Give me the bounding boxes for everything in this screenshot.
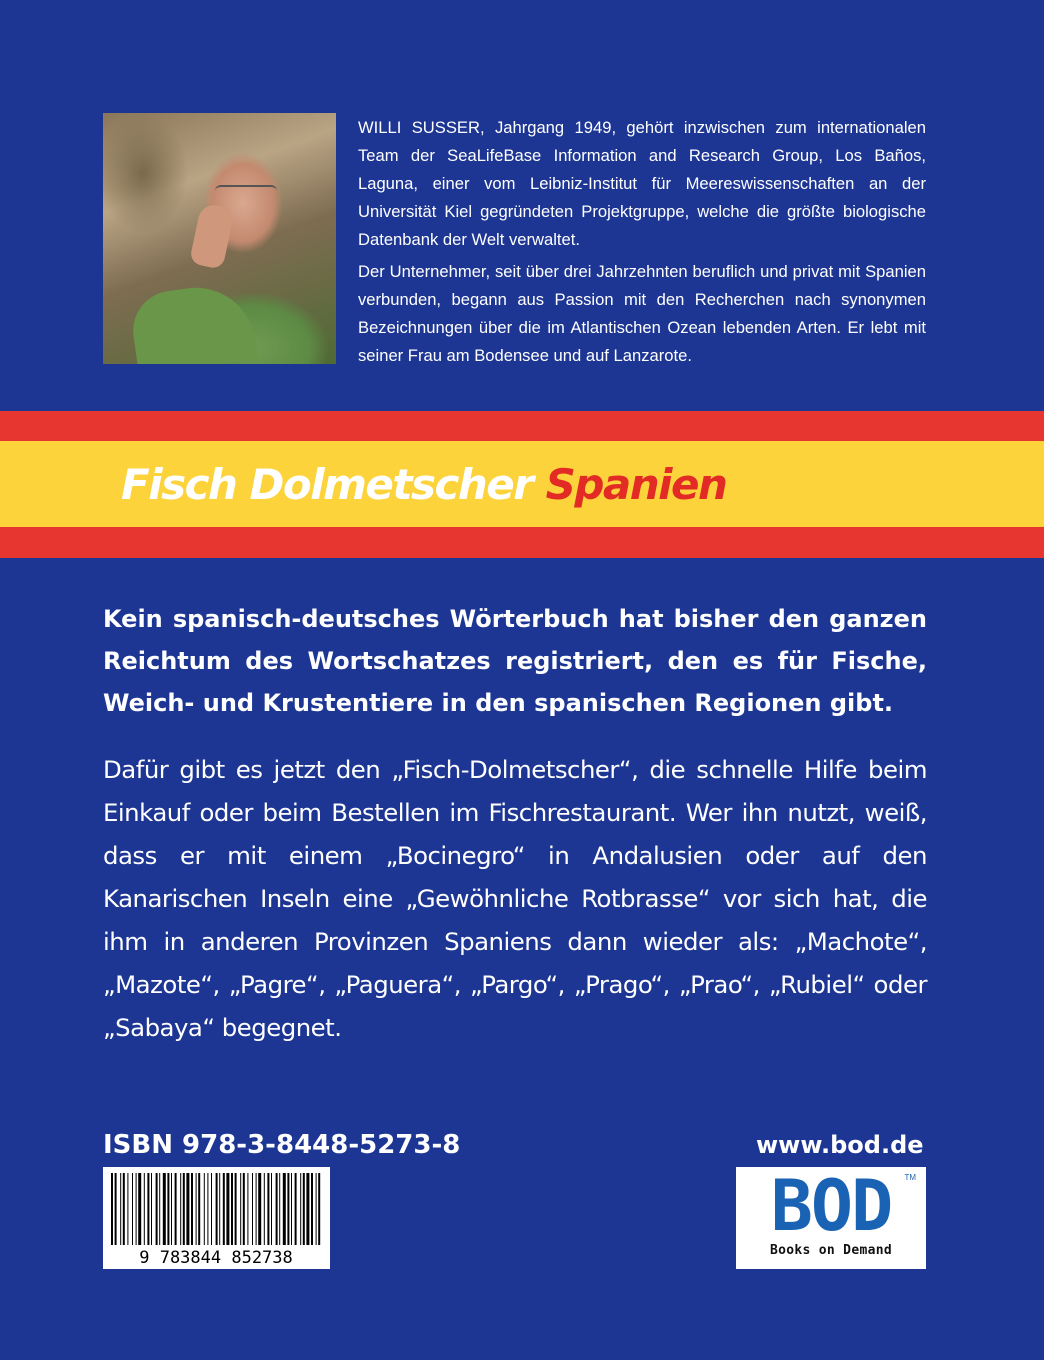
barcode-bar	[287, 1173, 289, 1245]
barcode-bar	[240, 1173, 241, 1245]
blurb-body: Dafür gibt es jetzt den „Fisch-Dolmetscher“, die schnelle Hilfe beim Einkauf oder beim Bestellen im Fischrestaurant. Wer ihn nutzt, weiß, dass er mit einem „Bocinegro“ in Andalusien oder auf den Kanarischen Inseln eine „Gewöhnliche Rotbrasse“ vor sich hat, die ihm in anderen Provinzen Spaniens dann wieder als: „Machote“, „Mazote“, „Pagre“, „Paguera“, „Pargo“, „Prago“, „Prao“, „Rubiel“ oder „Sabaya“ begegnet.	[103, 755, 927, 1042]
barcode-bar	[167, 1173, 169, 1245]
barcode-bar	[156, 1173, 158, 1245]
barcode-bar	[267, 1173, 269, 1245]
barcode-bar	[283, 1173, 286, 1245]
barcode-bar	[186, 1173, 189, 1245]
barcode-bar	[216, 1173, 218, 1245]
barcode-bar	[115, 1173, 117, 1245]
barcode-bar	[144, 1173, 145, 1245]
barcode-bar	[120, 1173, 121, 1245]
bio-paragraph-2: Der Unternehmer, seit über drei Jahrzehnten beruflich und privat mit Spanien verbunden, begann aus Passion mit den Recherchen nach synonymen Bezeichnungen über die im Atlantischen Ozean lebenden Arten. Er lebt mit seiner Frau am Bodensee und auf Lanzarote.	[358, 262, 926, 365]
book-title-accent: Spanien	[545, 460, 727, 509]
barcode-bar	[196, 1173, 197, 1245]
barcode-bar	[171, 1173, 172, 1245]
barcode-bar	[127, 1173, 128, 1245]
barcode-bar	[271, 1173, 272, 1245]
barcode-bar	[136, 1173, 137, 1245]
book-title	[121, 457, 726, 513]
barcode-bar	[276, 1173, 278, 1245]
barcode-bar	[219, 1173, 220, 1245]
flag-stripe-red-top	[0, 411, 1044, 441]
logo-letters: BOD	[770, 1165, 892, 1247]
barcode-bar	[207, 1173, 208, 1245]
barcode-bar	[183, 1173, 185, 1245]
barcode-bar	[111, 1173, 113, 1245]
barcode-bar	[159, 1173, 160, 1245]
barcode-bar	[226, 1173, 229, 1245]
barcode-icon	[103, 1167, 330, 1269]
barcode-bar	[231, 1173, 233, 1245]
barcode-bar	[211, 1173, 212, 1245]
barcode-bar	[252, 1173, 253, 1245]
barcode-bar	[247, 1173, 248, 1245]
publisher-logo	[736, 1167, 926, 1269]
bio-paragraph-1: WILLI SUSSER, Jahrgang 1949, gehört inzwischen zum internationalen Team der SeaLifeBase Information and Research Group, Los Baños, Laguna, einer vom Leibniz-Institut für Meereswissenschaften an der Universität Kiel gegründeten Projektgruppe, welche die größte biologische Datenbank der Welt verwaltet.	[358, 118, 926, 249]
barcode-bar	[318, 1173, 320, 1245]
logo-trademark: TM	[904, 1173, 916, 1182]
photo-arm-shape	[128, 280, 258, 364]
barcode-bar	[235, 1173, 237, 1245]
photo-glasses-shape	[215, 185, 277, 201]
barcode-bar	[132, 1173, 133, 1245]
barcode-bar	[223, 1173, 225, 1245]
barcode-bar	[243, 1173, 245, 1245]
barcode-bar	[123, 1173, 125, 1245]
barcode-bar	[311, 1173, 313, 1245]
blurb-lead: Kein spanisch-deutsches Wörterbuch hat bisher den ganzen Reichtum des Wortschatzes registriert, den es für Fische, Weich- und Krustentiere in den spanischen Regionen gibt.	[103, 605, 927, 717]
photo-hand-shape	[189, 202, 235, 270]
barcode-bar	[191, 1173, 193, 1245]
barcode-bar	[279, 1173, 280, 1245]
barcode-bar	[151, 1173, 152, 1245]
logo-subtitle: Books on Demand	[770, 1243, 892, 1258]
barcode-bar	[303, 1173, 305, 1245]
publisher-url: www.bod.de	[756, 1131, 924, 1159]
barcode-bar	[316, 1173, 317, 1245]
flag-stripe-red-bottom	[0, 527, 1044, 558]
barcode-bar	[300, 1173, 301, 1245]
isbn-barcode	[103, 1167, 330, 1269]
author-photo	[103, 113, 336, 364]
barcode-digits: 9 783844 852738	[139, 1248, 293, 1268]
barcode-bar	[258, 1173, 261, 1245]
author-bio	[358, 114, 926, 374]
book-title-main: Fisch Dolmetscher	[121, 460, 533, 509]
barcode-bar	[138, 1173, 141, 1245]
barcode-bar	[291, 1173, 292, 1245]
barcode-bar	[264, 1173, 265, 1245]
barcode-bar	[198, 1173, 200, 1245]
barcode-bar	[163, 1173, 166, 1245]
barcode-bar	[180, 1173, 181, 1245]
barcode-bar	[175, 1173, 177, 1245]
barcode-bar	[204, 1173, 205, 1245]
barcode-bar	[147, 1173, 149, 1245]
barcode-bar	[306, 1173, 309, 1245]
barcode-bar	[295, 1173, 297, 1245]
barcode-bar	[256, 1173, 257, 1245]
isbn-label: ISBN 978-3-8448-5273-8	[103, 1130, 461, 1160]
